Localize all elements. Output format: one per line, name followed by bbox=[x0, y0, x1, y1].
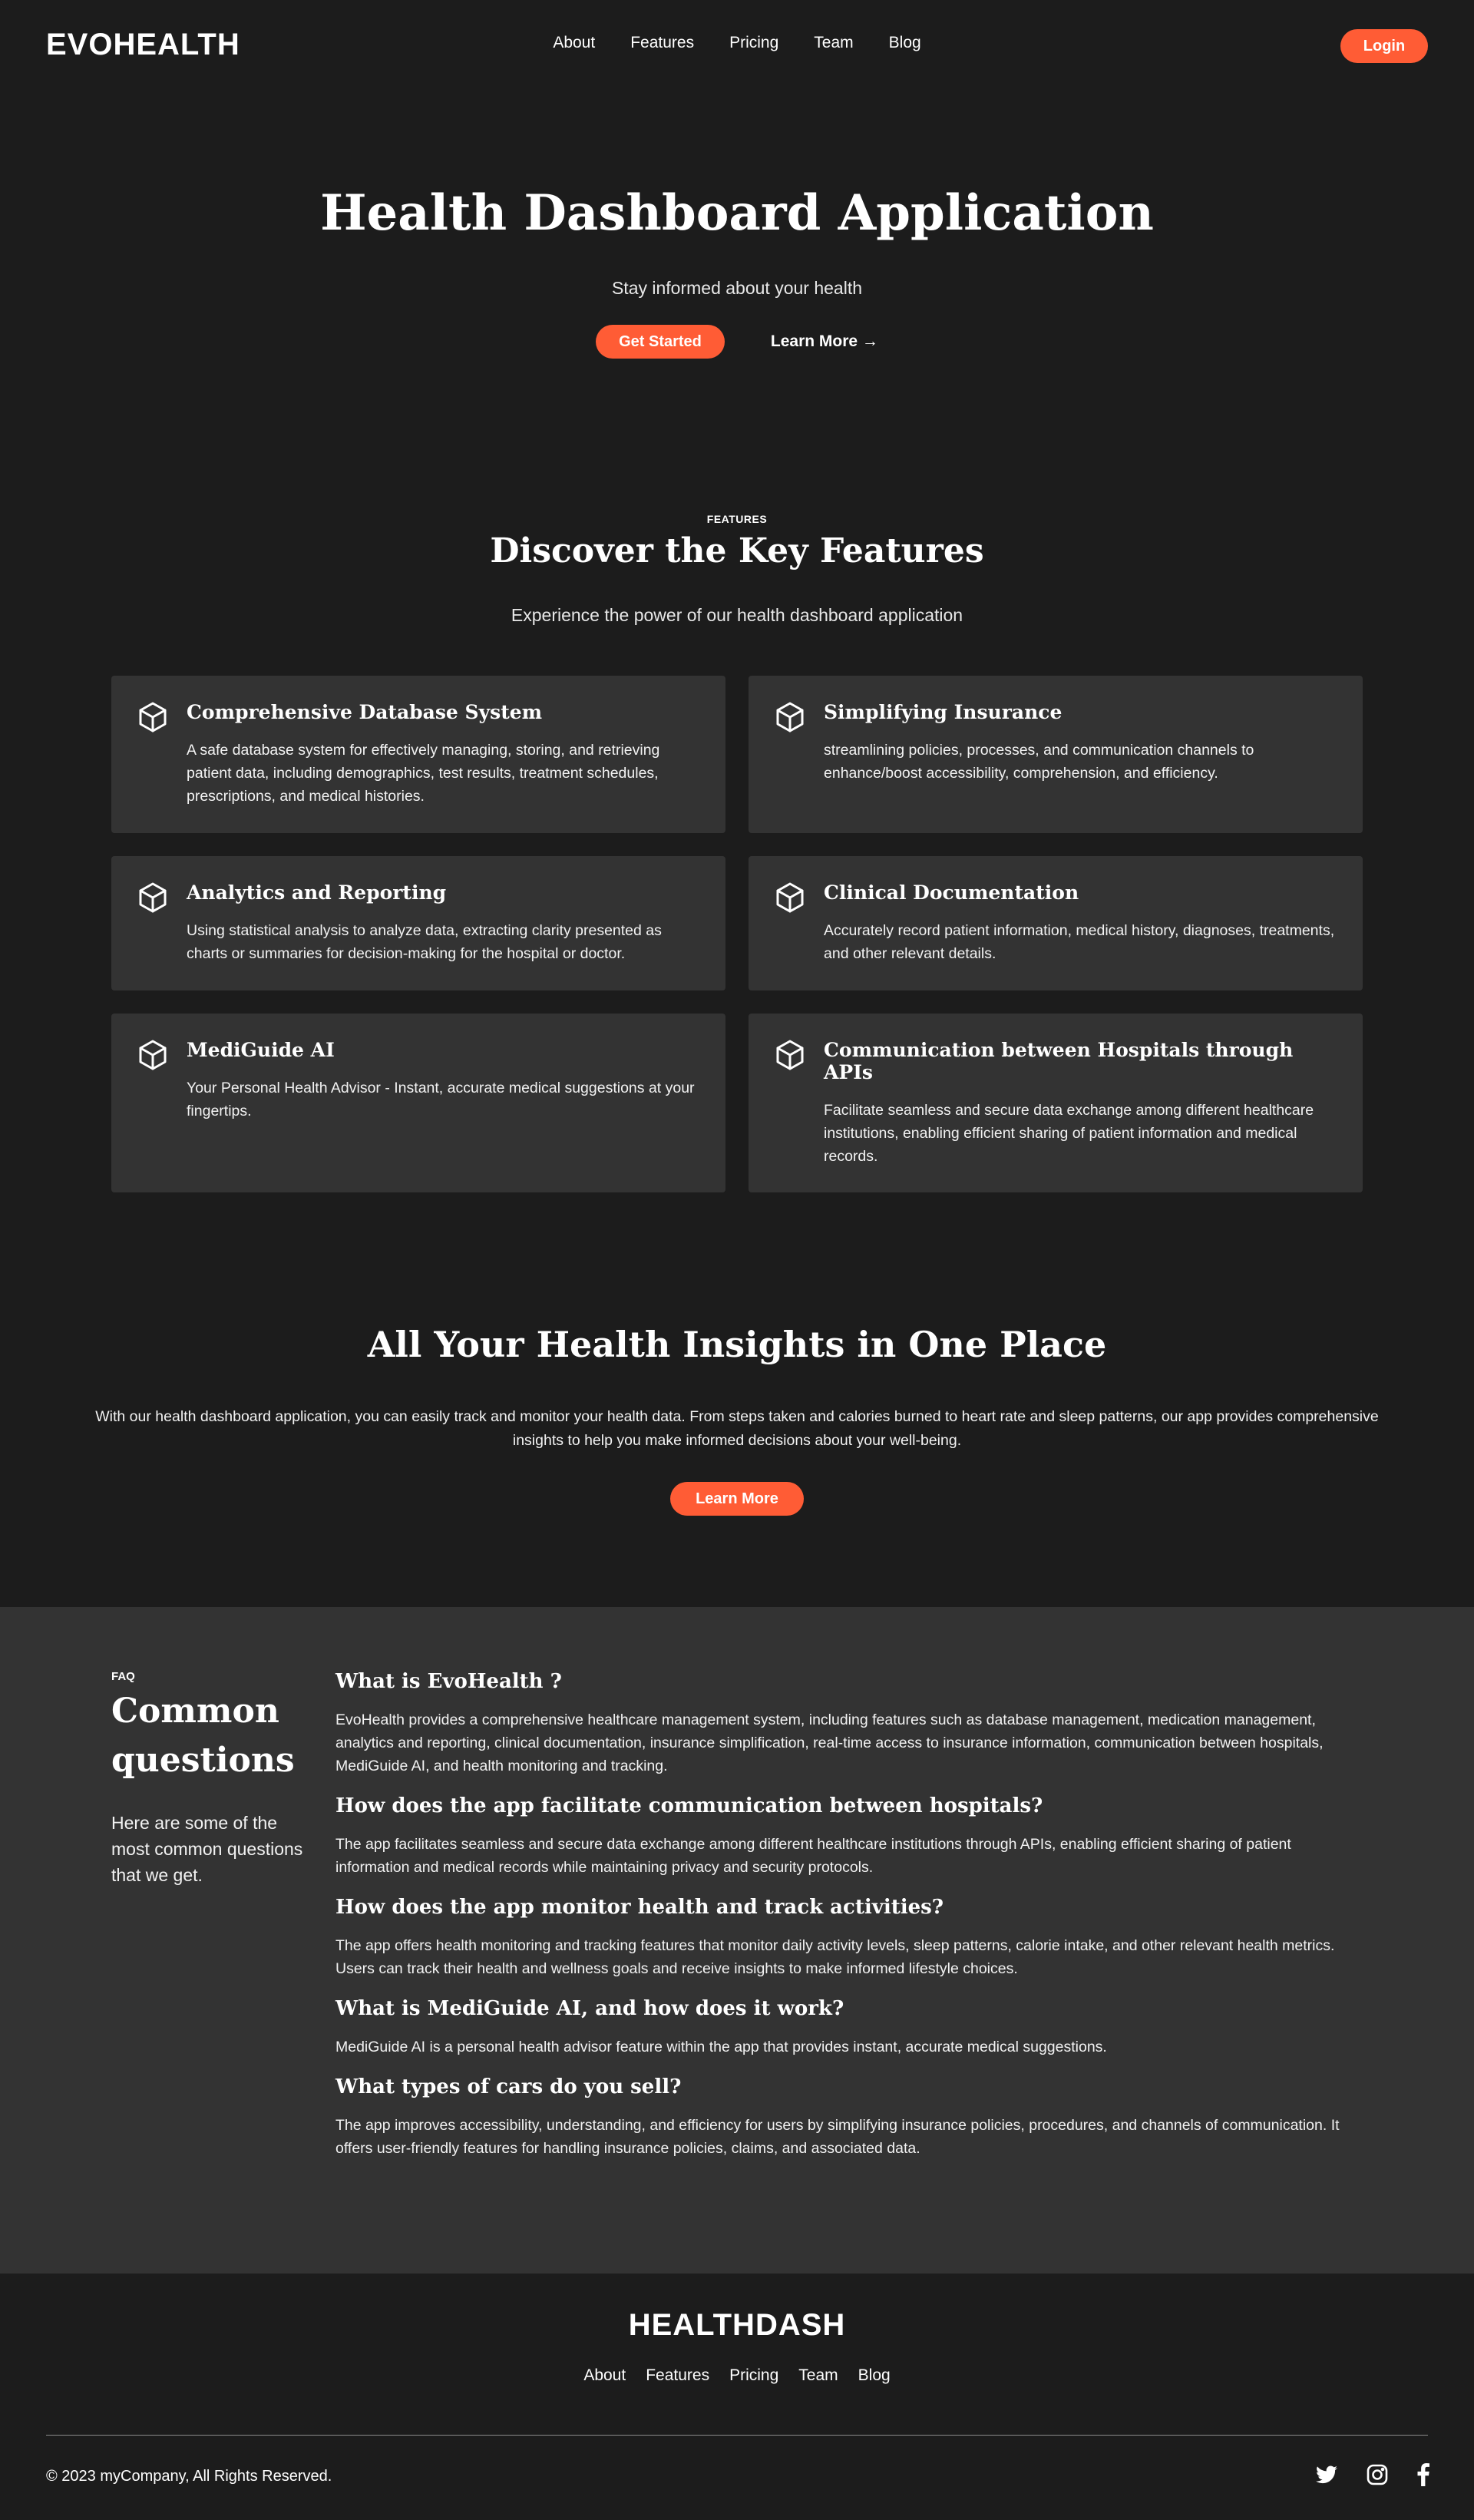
features-subtitle: Experience the power of our health dashboard application bbox=[511, 605, 963, 625]
feature-grid bbox=[111, 676, 1363, 1192]
feature-text: Facilitate seamless and secure data exchange among different healthcare institutions, enabling efficient sharing of patient information and medical records. bbox=[824, 1102, 1314, 1165]
faq-answer: EvoHealth provides a comprehensive healthcare management system, including features such as database management, medication management, analytics and reporting, clinical documentation, insurance simplification, real-time access to insurance information, communication between hospitals, MediGuide AI, and health monitoring and tracking. bbox=[335, 1711, 1324, 1774]
faq-question: What is MediGuide AI, and how does it work? bbox=[335, 1997, 844, 2020]
hero-title: Health Dashboard Application bbox=[320, 184, 1154, 242]
features-title: Discover the Key Features bbox=[490, 531, 984, 570]
cube-icon bbox=[134, 1037, 171, 1073]
cube-icon bbox=[772, 699, 808, 736]
faq-item bbox=[335, 1670, 1364, 1778]
twitter-icon[interactable] bbox=[1316, 2465, 1337, 2484]
insights-text: With our health dashboard application, you can easily track and monitor your health data. From steps taken and calories burned to heart rate and sleep patterns, our app provides comprehensive insights to help you make informed decisions about your well-being. bbox=[95, 1408, 1379, 1449]
footer-divider bbox=[46, 2435, 1428, 2436]
top-nav bbox=[0, 0, 1474, 92]
faq-question: How does the app monitor health and track activities? bbox=[335, 1896, 944, 1919]
insights-learn-more-button[interactable]: Learn More bbox=[670, 1482, 804, 1516]
learn-more-link[interactable]: Learn More → bbox=[770, 332, 878, 350]
faq-item bbox=[335, 1997, 1364, 2059]
cube-icon bbox=[134, 699, 171, 736]
faq-question: What types of cars do you sell? bbox=[335, 2075, 682, 2098]
feature-card bbox=[749, 1014, 1363, 1192]
feature-title: Clinical Documentation bbox=[824, 881, 1079, 904]
facebook-icon[interactable] bbox=[1417, 2463, 1429, 2486]
insights-title: All Your Health Insights in One Place bbox=[367, 1324, 1107, 1365]
feature-text: A safe database system for effectively managing, storing, and retrieving patient data, including demographics, test results, treatment schedules, prescriptions, and medical histories. bbox=[187, 742, 660, 805]
faq-eyebrow: FAQ bbox=[111, 1670, 135, 1683]
cube-icon bbox=[772, 1037, 808, 1073]
nav-link-team[interactable]: Team bbox=[814, 34, 854, 51]
footer-link-pricing[interactable]: Pricing bbox=[729, 2366, 779, 2384]
features-eyebrow: FEATURES bbox=[706, 513, 768, 525]
feature-card bbox=[111, 856, 725, 990]
faq-item bbox=[335, 2075, 1364, 2160]
faq-item bbox=[335, 1794, 1364, 1879]
hero-actions bbox=[0, 325, 1474, 359]
footer-link-about[interactable]: About bbox=[583, 2366, 626, 2384]
nav-link-blog[interactable]: Blog bbox=[888, 34, 921, 51]
feature-text: streamlining policies, processes, and communication channels to enhance/boost accessibility, comprehension, and efficiency. bbox=[824, 742, 1254, 782]
get-started-button[interactable]: Get Started bbox=[596, 325, 725, 359]
faq-answer: MediGuide AI is a personal health advisor feature within the app that provides instant, accurate medical suggestions. bbox=[335, 2039, 1107, 2055]
footer-logo[interactable]: HEALTHDASH bbox=[628, 2308, 846, 2342]
nav-link-pricing[interactable]: Pricing bbox=[729, 34, 779, 51]
instagram-icon[interactable] bbox=[1367, 2464, 1388, 2485]
faq-answer: The app offers health monitoring and tracking features that monitor daily activity levels, sleep patterns, calorie intake, and other relevant health metrics. Users can track their health and wellness goals and receive insights to make informed lifestyle choices. bbox=[335, 1937, 1335, 1977]
footer-links bbox=[0, 2366, 1474, 2385]
faq-description: Here are some of the most common questions that we get. bbox=[111, 1813, 303, 1885]
feature-card bbox=[749, 856, 1363, 990]
faq-item bbox=[335, 1896, 1364, 1980]
social-links bbox=[1316, 2463, 1429, 2486]
feature-card bbox=[111, 1014, 725, 1192]
hero-subtitle: Stay informed about your health bbox=[611, 278, 863, 298]
feature-text: Your Personal Health Advisor - Instant, accurate medical suggestions at your fingertips. bbox=[187, 1080, 695, 1119]
feature-title: Simplifying Insurance bbox=[824, 701, 1063, 723]
nav-link-about[interactable]: About bbox=[553, 34, 596, 51]
feature-title: MediGuide AI bbox=[187, 1039, 335, 1061]
feature-text: Using statistical analysis to analyze data, extracting clarity presented as charts or summaries for decision-making for the hospital or doctor. bbox=[187, 922, 662, 962]
footer-link-features[interactable]: Features bbox=[646, 2366, 710, 2384]
feature-text: Accurately record patient information, medical history, diagnoses, treatments, and other relevant details. bbox=[824, 922, 1335, 962]
faq-question: What is EvoHealth ? bbox=[335, 1670, 562, 1693]
feature-title: Comprehensive Database System bbox=[187, 701, 543, 723]
brand-logo[interactable]: EVOHEALTH bbox=[46, 28, 240, 61]
footer-link-blog[interactable]: Blog bbox=[858, 2366, 891, 2384]
faq-list bbox=[335, 1670, 1364, 2177]
feature-card bbox=[111, 676, 725, 833]
feature-title: Analytics and Reporting bbox=[187, 881, 447, 904]
copyright-text: © 2023 myCompany, All Rights Reserved. bbox=[46, 2468, 332, 2485]
cube-icon bbox=[134, 879, 171, 916]
login-button[interactable]: Login bbox=[1340, 29, 1428, 63]
faq-heading: Common questions bbox=[111, 1692, 295, 1780]
faq-question: How does the app facilitate communication between hospitals? bbox=[335, 1794, 1043, 1817]
faq-section bbox=[0, 1607, 1474, 2274]
feature-card bbox=[749, 676, 1363, 833]
footer-link-team[interactable]: Team bbox=[798, 2366, 838, 2384]
faq-answer: The app facilitates seamless and secure data exchange among different healthcare institutions through APIs, enabling efficient sharing of patient information and medical records while maintaining privacy and security protocols. bbox=[335, 1836, 1291, 1876]
faq-answer: The app improves accessibility, understanding, and efficiency for users by simplifying insurance policies, procedures, and channels of communication. It offers user-friendly features for handling insurance policies, claims, and associated data. bbox=[335, 2117, 1340, 2157]
nav-link-features[interactable]: Features bbox=[630, 34, 695, 51]
feature-title: Communication between Hospitals through APIs bbox=[824, 1039, 1294, 1083]
cube-icon bbox=[772, 879, 808, 916]
nav-links bbox=[0, 34, 1474, 52]
